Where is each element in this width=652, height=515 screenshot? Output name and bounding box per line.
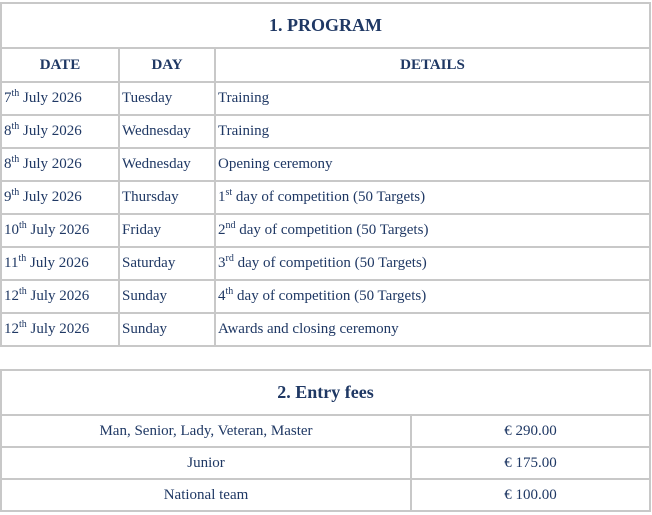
details-text: Opening ceremony (218, 156, 333, 172)
details-ordinal-number: 3 (218, 255, 226, 271)
date-month-year: July 2026 (19, 90, 82, 106)
program-weekday: Saturday (119, 247, 215, 280)
details-ordinal-number: 4 (218, 288, 226, 304)
program-weekday: Sunday (119, 313, 215, 346)
program-date (1, 181, 119, 214)
program-date (1, 280, 119, 313)
date-ordinal-suffix: th (11, 154, 20, 165)
date-ordinal-suffix: th (19, 319, 27, 330)
details-ordinal-suffix: st (225, 187, 233, 198)
fee-row (1, 415, 650, 447)
details-text: day of competition (50 Targets) (233, 288, 427, 304)
program-weekday: Sunday (119, 280, 215, 313)
program-weekday: Friday (119, 214, 215, 247)
date-month-year: July 2026 (19, 156, 82, 172)
program-details (215, 181, 650, 214)
details-ordinal-number: 2 (218, 222, 226, 238)
details-text: Training (218, 90, 270, 106)
date-day-number: 9 (4, 189, 12, 205)
program-row (1, 115, 650, 148)
program-weekday: Tuesday (119, 82, 215, 115)
details-text: day of competition (50 Targets) (233, 255, 427, 271)
program-date (1, 313, 119, 346)
program-details (215, 247, 650, 280)
program-weekday: Wednesday (119, 115, 215, 148)
program-row (1, 181, 650, 214)
date-day-number: 7 (4, 90, 12, 106)
program-weekday: Wednesday (119, 148, 215, 181)
date-ordinal-suffix: th (19, 286, 27, 297)
details-ordinal-suffix: nd (225, 220, 236, 231)
fee-price: € 100.00 (411, 479, 650, 511)
details-ordinal-suffix: rd (225, 253, 234, 264)
header-day: DAY (119, 48, 215, 82)
details-text: day of competition (50 Targets) (232, 189, 426, 205)
program-row (1, 214, 650, 247)
program-row (1, 148, 650, 181)
date-day-number: 10 (4, 222, 19, 238)
header-details: DETAILS (215, 48, 650, 82)
details-ordinal-suffix: th (225, 286, 234, 297)
program-row (1, 313, 650, 346)
date-ordinal-suffix: th (18, 253, 27, 264)
date-day-number: 11 (4, 255, 19, 271)
program-date (1, 115, 119, 148)
program-date (1, 148, 119, 181)
program-date (1, 247, 119, 280)
date-day-number: 8 (4, 123, 12, 139)
program-details (215, 280, 650, 313)
date-month-year: July 2026 (26, 255, 89, 271)
program-row (1, 280, 650, 313)
program-details (215, 313, 650, 346)
fee-row (1, 479, 650, 511)
entry-fees-table (0, 369, 651, 512)
header-date: DATE (1, 48, 119, 82)
fee-price: € 290.00 (411, 415, 650, 447)
program-details (215, 82, 650, 115)
details-text: Training (218, 123, 270, 139)
date-month-year: July 2026 (19, 189, 82, 205)
program-details (215, 214, 650, 247)
program-details (215, 148, 650, 181)
date-ordinal-suffix: th (19, 220, 27, 231)
fee-price: € 175.00 (411, 447, 650, 479)
date-month-year: July 2026 (26, 321, 90, 337)
date-day-number: 12 (4, 321, 19, 337)
fee-category: National team (1, 479, 411, 511)
date-ordinal-suffix: th (11, 121, 20, 132)
entry-fees-title: 2. Entry fees (1, 370, 650, 415)
program-title: 1. PROGRAM (1, 3, 650, 48)
date-ordinal-suffix: th (11, 88, 20, 99)
date-day-number: 12 (4, 288, 19, 304)
fee-row (1, 447, 650, 479)
fee-category: Junior (1, 447, 411, 479)
date-month-year: July 2026 (26, 222, 90, 238)
details-ordinal-number: 1 (218, 189, 226, 205)
details-text: day of competition (50 Targets) (235, 222, 429, 238)
program-header-row (1, 48, 650, 82)
program-table (0, 2, 651, 347)
program-weekday: Thursday (119, 181, 215, 214)
date-month-year: July 2026 (26, 288, 90, 304)
fee-category: Man, Senior, Lady, Veteran, Master (1, 415, 411, 447)
date-month-year: July 2026 (19, 123, 82, 139)
program-date (1, 82, 119, 115)
date-day-number: 8 (4, 156, 12, 172)
program-date (1, 214, 119, 247)
date-ordinal-suffix: th (11, 187, 20, 198)
program-row (1, 247, 650, 280)
program-row (1, 82, 650, 115)
details-text: Awards and closing ceremony (218, 321, 399, 337)
program-details (215, 115, 650, 148)
